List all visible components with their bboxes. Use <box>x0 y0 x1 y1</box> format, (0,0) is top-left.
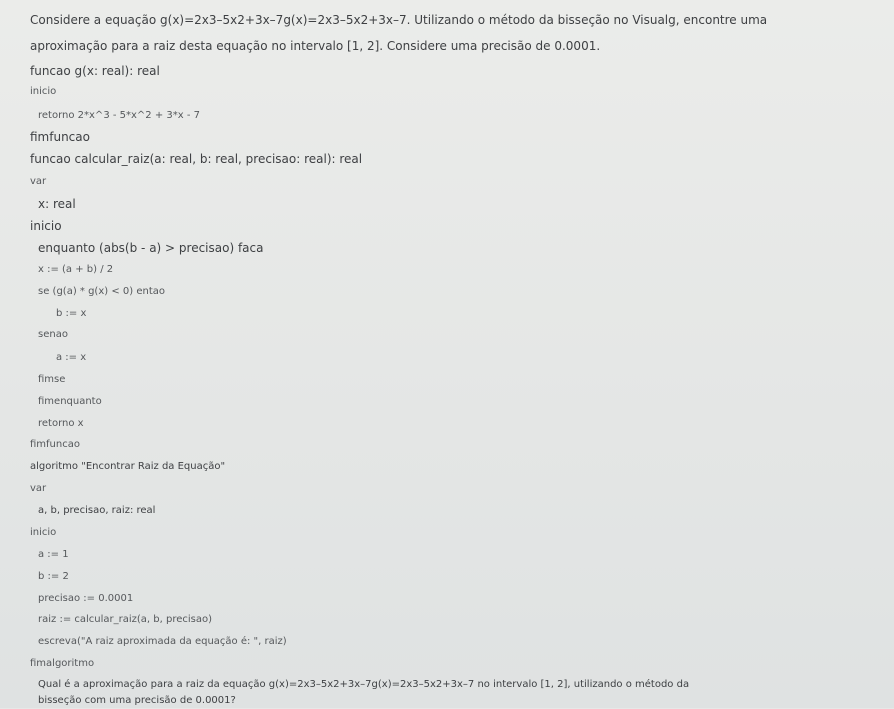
code-line: fimfuncao <box>30 130 90 144</box>
code-line: var <box>30 483 47 494</box>
code-line: inicio <box>30 219 62 233</box>
code-line: funcao g(x: real): real <box>30 64 160 78</box>
code-line: raiz := calcular_raiz(a, b, precisao) <box>38 614 213 625</box>
code-line: algoritmo "Encontrar Raiz da Equação" <box>30 461 226 472</box>
code-line: precisao := 0.0001 <box>38 593 134 604</box>
code-line: enquanto (abs(b - a) > precisao) faca <box>38 241 264 255</box>
code-line: fimenquanto <box>38 396 102 407</box>
code-line: se (g(a) * g(x) < 0) entao <box>38 286 165 297</box>
code-line: retorno x <box>38 418 84 429</box>
code-line: b := x <box>56 308 87 319</box>
code-line: inicio <box>30 86 57 97</box>
question-line-2: bisseção com uma precisão de 0.0001? <box>38 695 236 706</box>
code-line: fimfuncao <box>30 439 80 450</box>
code-line: retorno 2*x^3 - 5*x^2 + 3*x - 7 <box>38 110 201 121</box>
code-line: fimalgoritmo <box>30 658 95 669</box>
code-line: b := 2 <box>38 571 69 582</box>
code-line: a := 1 <box>38 549 69 560</box>
code-line: funcao calcular_raiz(a: real, b: real, precisao: real): real <box>30 152 363 166</box>
code-line: inicio <box>30 527 57 538</box>
code-line: a, b, precisao, raiz: real <box>38 505 156 516</box>
code-line: a := x <box>56 352 87 363</box>
code-line: senao <box>38 329 68 340</box>
code-line: x: real <box>38 197 76 211</box>
question-line-1: Qual é a aproximação para a raiz da equação g(x)=2x3–5x2+3x–7g(x)=2x3–5x2+3x–7 no intervalo [1, 2], utilizando o método da <box>38 679 690 690</box>
code-line: fimse <box>38 374 66 385</box>
intro-line-2: aproximação para a raiz desta equação no intervalo [1, 2]. Considere uma precisão de 0.0001. <box>30 39 601 53</box>
code-line: escreva("A raiz aproximada da equação é: ", raiz) <box>38 636 287 647</box>
code-line: x := (a + b) / 2 <box>38 264 114 275</box>
intro-line-1: Considere a equação g(x)=2x3–5x2+3x–7g(x)=2x3–5x2+3x–7. Utilizando o método da bisseção no Visualg, encontre uma <box>30 13 768 27</box>
code-line: var <box>30 176 47 187</box>
